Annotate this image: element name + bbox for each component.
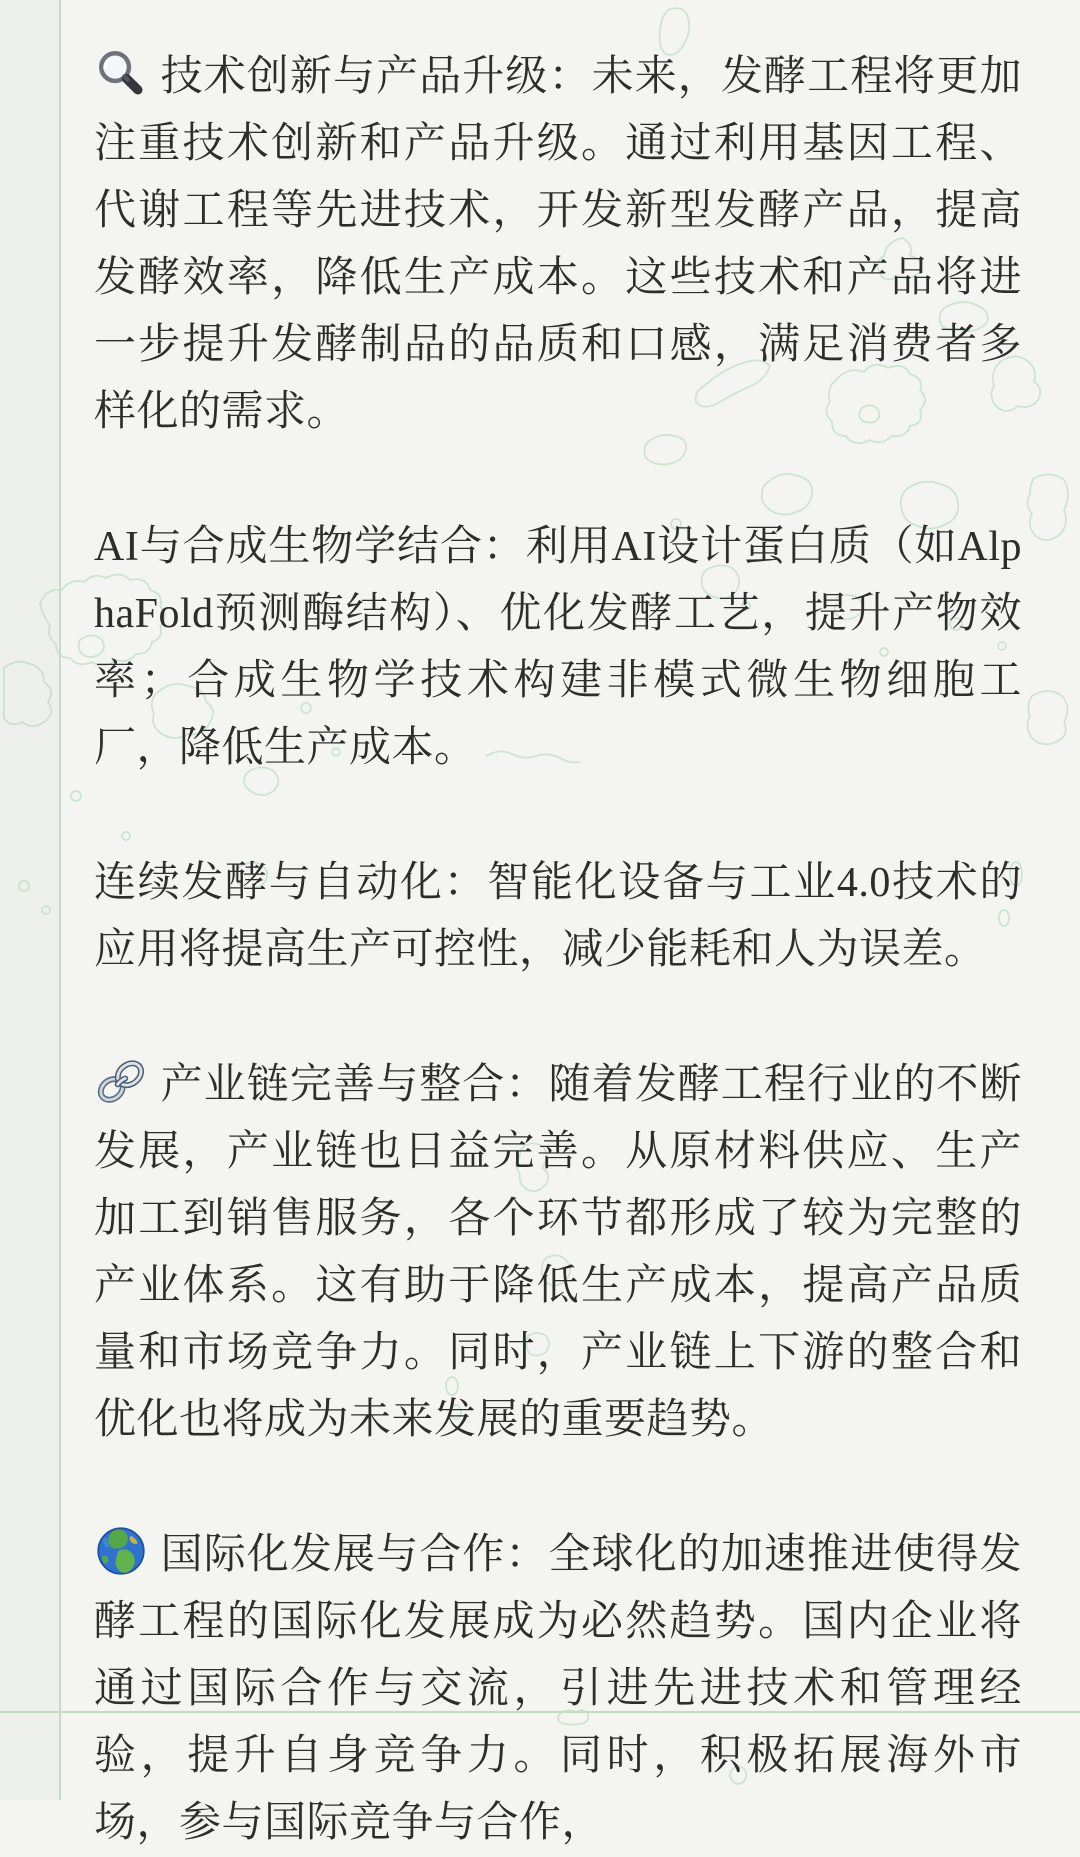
article-paragraph (94, 1522, 1022, 1857)
globe-emoji-icon (94, 1524, 148, 1578)
paragraph-text: 技术创新与产品升级：未来，发酵工程将更加注重技术创新和产品升级。通过利用基因工程、代谢工程等先进技术，开发新型发酵产品，提高发酵效率，降低生产成本。这些技术和产品将进一步提升发酵制品的品质和口感，满足消费者多样化的需求。 (94, 54, 1022, 435)
article-paragraph (94, 44, 1022, 446)
article-paragraph (94, 1052, 1022, 1454)
article-paragraph (94, 514, 1022, 782)
article-paragraph (94, 850, 1022, 984)
paragraph-text: 连续发酵与自动化：智能化设备与工业4.0技术的应用将提高生产可控性，减少能耗和人为误差。 (94, 860, 1022, 973)
magnifier-emoji-icon (94, 46, 148, 100)
paragraph-text: 国际化发展与合作：全球化的加速推进使得发酵工程的国际化发展成为必然趋势。国内企业将通过国际合作与交流，引进先进技术和管理经验，提升自身竞争力。同时，积极拓展海外市场，参与国际竞争与合作， (94, 1532, 1022, 1846)
paragraph-text: AI与合成生物学结合：利用AI设计蛋白质（如AlphaFold预测酶结构）、优化发酵工艺，提升产物效率；合成生物学技术构建非模式微生物细胞工厂，降低生产成本。 (94, 524, 1022, 771)
article-body (61, 0, 1080, 1846)
link-emoji-icon (94, 1054, 148, 1108)
paragraph-text: 产业链完善与整合：随着发酵工程行业的不断发展，产业链也日益完善。从原材料供应、生产加工到销售服务，各个环节都形成了较为完整的产业体系。这有助于降低生产成本，提高产品质量和市场竞争力。同时，产业链上下游的整合和优化也将成为未来发展的重要趋势。 (94, 1062, 1022, 1443)
